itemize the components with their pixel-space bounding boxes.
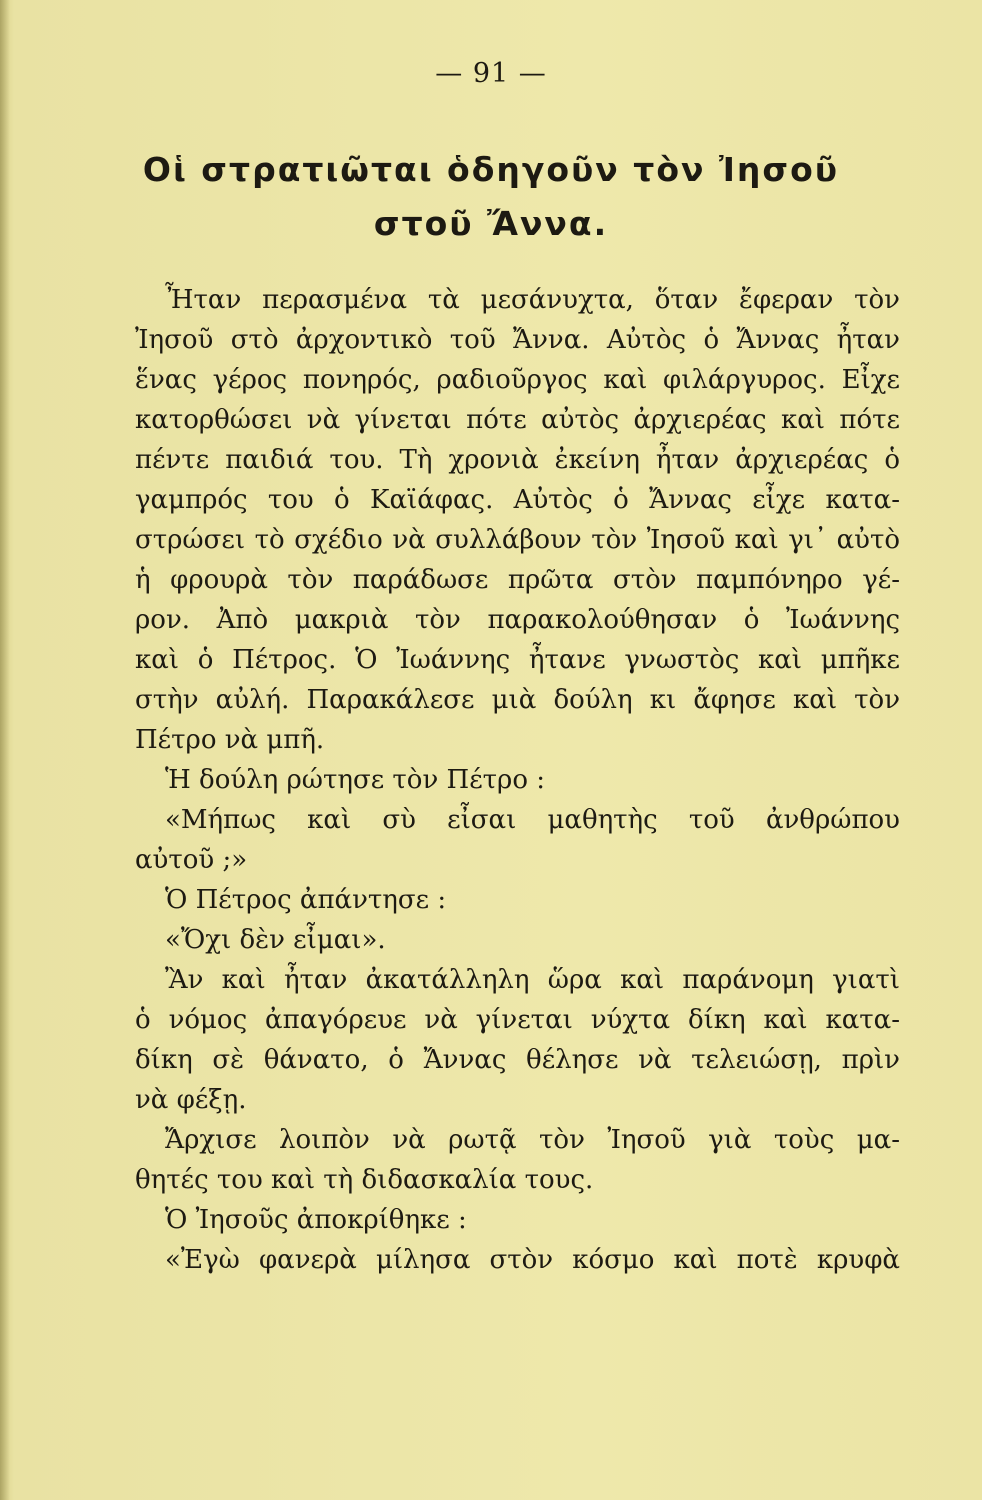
text-line: δίκη σὲ θάνατο, ὁ Ἄννας θέλησε νὰ τελειώσῃ, πρὶν [135,1045,900,1075]
text-line: στρώσει τὸ σχέδιο νὰ συλλάβουν τὸν Ἰησοῦ καὶ γι᾽ αὐτὸ [135,525,900,555]
text-line: καὶ ὁ Πέτρος. Ὁ Ἰωάννης ἦτανε γνωστὸς καὶ μπῆκε [135,645,900,675]
text-line: «Ἐγὼ φανερὰ μίλησα στὸν κόσμο καὶ ποτὲ κρυφὰ [165,1245,900,1275]
chapter-title-line-1: Οἱ στρατιῶται ὁδηγοῦν τὸν Ἰησοῦ [142,150,840,189]
text-line: πέντε παιδιά του. Τὴ χρονιὰ ἐκείνη ἦταν ἀρχιερέας ὁ [135,445,900,475]
text-line: Ἂν καὶ ἦταν ἀκατάλληλη ὥρα καὶ παράνομη γιατὶ [165,965,900,995]
text-line: Ἦταν περασμένα τὰ μεσάνυχτα, ὅταν ἔφεραν τὸν [165,285,900,315]
text-line: Ἰησοῦ στὸ ἀρχοντικὸ τοῦ Ἄννα. Αὐτὸς ὁ Ἄννας ἦταν [135,325,900,355]
text-line: «Μήπως καὶ σὺ εἶσαι μαθητὴς τοῦ ἀνθρώπου [165,805,900,835]
text-line: αὐτοῦ ;» [135,845,248,875]
text-line: θητές του καὶ τὴ διδασκαλία τους. [135,1165,594,1195]
text-line: Ὁ Πέτρος ἀπάντησε : [165,885,447,915]
text-line: γαμπρός του ὁ Καϊάφας. Αὐτὸς ὁ Ἄννας εἶχε κατα- [135,485,900,515]
text-line: ἕνας γέρος πονηρός, ραδιοῦργος καὶ φιλάργυρος. Εἶχε [135,365,900,395]
text-line: Ἄρχισε λοιπὸν νὰ ρωτᾷ τὸν Ἰησοῦ γιὰ τοὺς μα- [165,1125,900,1155]
text-line: Πέτρο νὰ μπῆ. [135,725,325,755]
text-line: στὴν αὐλή. Παρακάλεσε μιὰ δούλη κι ἄφησε καὶ τὸν [135,685,900,715]
text-line: ἡ φρουρὰ τὸν παράδωσε πρῶτα στὸν παμπόνηρο γέ- [135,565,900,595]
chapter-title-line-2: στοῦ Ἄννα. [373,204,609,243]
page-number: — 91 — [435,58,547,89]
text-line: «Ὄχι δὲν εἶμαι». [165,925,386,955]
text-line: κατορθώσει νὰ γίνεται πότε αὐτὸς ἀρχιερέας καὶ πότε [135,405,900,435]
text-line: ὁ νόμος ἀπαγόρευε νὰ γίνεται νύχτα δίκη καὶ κατα- [135,1005,900,1035]
text-line: ρον. Ἀπὸ μακριὰ τὸν παρακολούθησαν ὁ Ἰωάννης [135,605,900,635]
text-line: Ὁ Ἰησοῦς ἀποκρίθηκε : [165,1205,467,1235]
text-line: νὰ φέξῃ. [135,1085,247,1115]
text-line: Ἡ δούλη ρώτησε τὸν Πέτρο : [165,765,546,795]
